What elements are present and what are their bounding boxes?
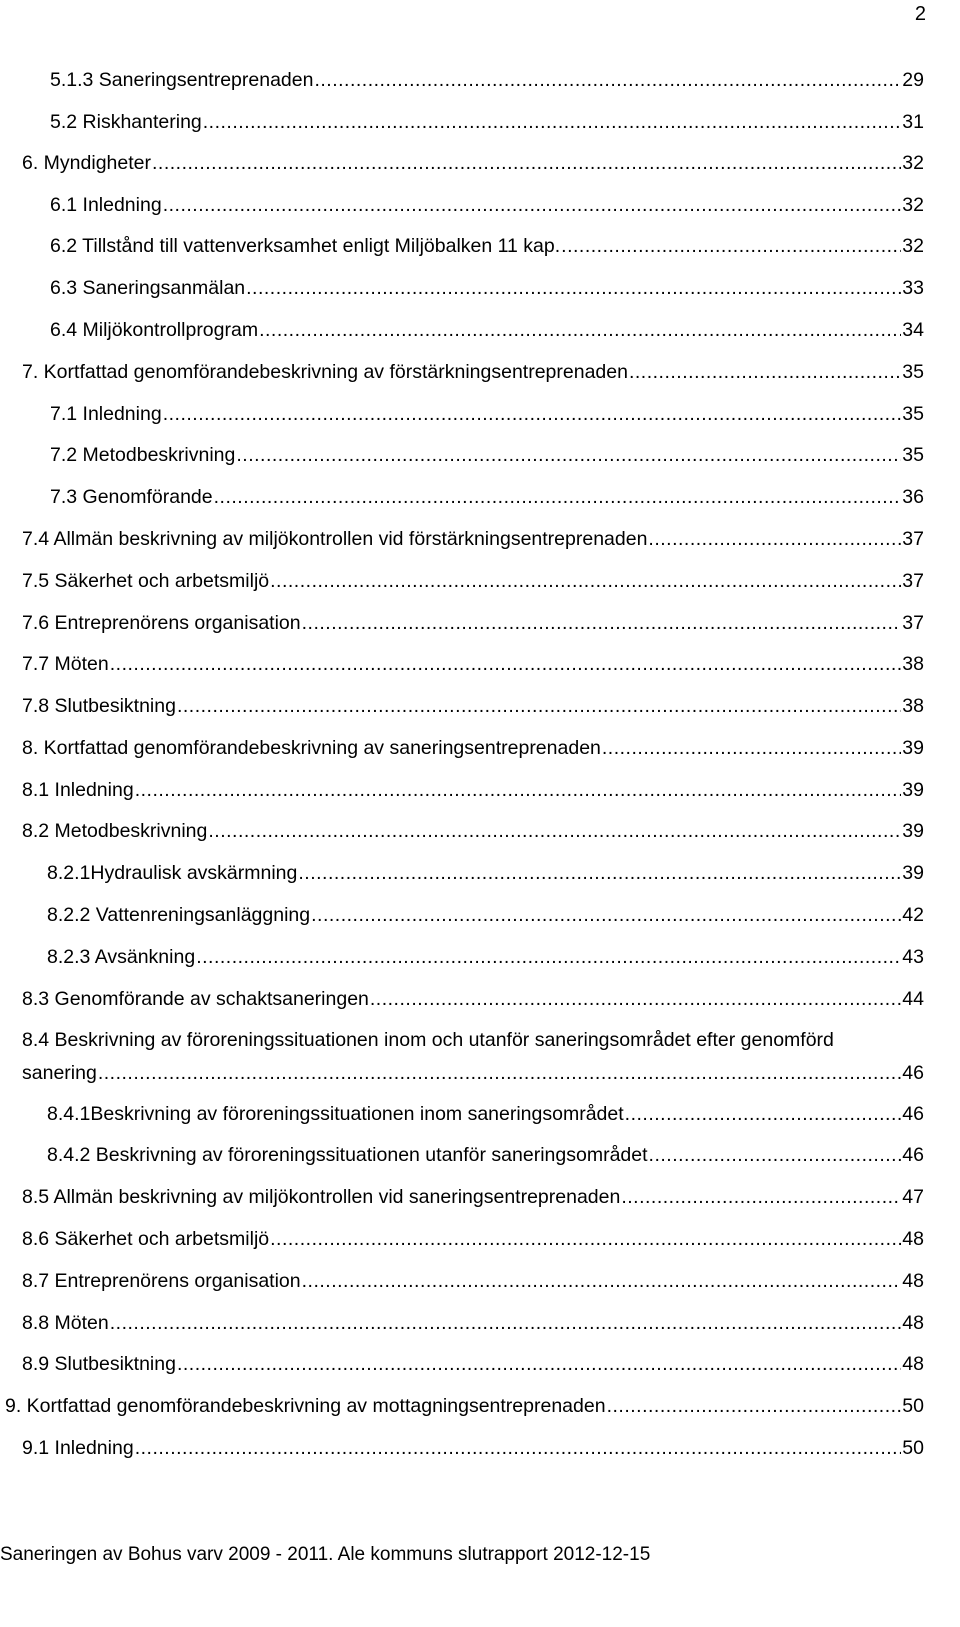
toc-entry-page: 31 — [902, 111, 924, 133]
toc-entry-title: 8.4.1Beskrivning av föroreningssituationen inom saneringsområdet — [47, 1103, 624, 1125]
toc-entry-title: 8.1 Inledning — [22, 779, 134, 801]
toc-entry[interactable] — [47, 1143, 924, 1167]
toc-entry-leader — [607, 1394, 902, 1418]
toc-entry-page: 42 — [902, 904, 924, 926]
toc-entry-leader — [259, 318, 901, 342]
toc-entry-page: 34 — [902, 319, 924, 341]
toc-entry-page: 48 — [902, 1228, 924, 1250]
toc-entry-title: 8.9 Slutbesiktning — [22, 1353, 176, 1375]
toc-entry-title: 8.4.2 Beskrivning av föroreningssituationen utanför saneringsområdet — [47, 1144, 648, 1166]
toc-entry-page: 29 — [902, 69, 924, 91]
toc-entry-page: 39 — [902, 862, 924, 884]
toc-entry-leader — [302, 1269, 902, 1293]
toc-entry[interactable] — [47, 861, 924, 885]
toc-entry[interactable] — [22, 778, 924, 802]
toc-entry-leader — [177, 694, 901, 718]
toc-entry-leader — [629, 360, 901, 384]
toc-entry-page: 37 — [902, 528, 924, 550]
toc-entry-title: 9. Kortfattad genomförandebeskrivning av mottagningsentreprenaden — [5, 1395, 606, 1417]
page-footer: Saneringen av Bohus varv 2009 - 2011. Ale kommuns slutrapport 2012-12-15 — [0, 1544, 651, 1565]
toc-entry-title: 7. Kortfattad genomförandebeskrivning av förstärkningsentreprenaden — [22, 361, 628, 383]
toc-entry-title: 5.2 Riskhantering — [50, 111, 202, 133]
toc-entry-title: 8.2 Metodbeskrivning — [22, 820, 208, 842]
toc-entry-leader — [236, 443, 901, 467]
toc-entry-page: 48 — [902, 1312, 924, 1334]
toc-entry-title-continued: sanering — [22, 1062, 97, 1084]
toc-entry-page: 39 — [902, 779, 924, 801]
toc-entry-page: 50 — [902, 1437, 924, 1459]
toc-entry[interactable] — [22, 1352, 924, 1376]
toc-entry-leader — [246, 276, 901, 300]
toc-entry[interactable] — [47, 903, 924, 927]
toc-entry-page: 50 — [902, 1395, 924, 1417]
toc-entry-title: 5.1.3 Saneringsentreprenaden — [50, 69, 314, 91]
toc-entry[interactable] — [22, 652, 924, 676]
toc-entry-title: 8.2.2 Vattenreningsanläggning — [47, 904, 311, 926]
toc-entry-leader — [110, 1311, 902, 1335]
toc-entry-page: 38 — [902, 695, 924, 717]
toc-entry[interactable] — [22, 987, 924, 1011]
toc-entry-leader — [314, 68, 901, 92]
toc-entry-page: 32 — [902, 194, 924, 216]
toc-entry-leader — [648, 527, 901, 551]
toc-entry[interactable] — [47, 945, 924, 969]
toc-entry[interactable] — [22, 736, 924, 760]
toc-entry-page: 32 — [902, 152, 924, 174]
toc-entry-page: 47 — [902, 1186, 924, 1208]
toc-entry-title: 8.3 Genomförande av schaktsaneringen — [22, 988, 369, 1010]
toc-entry-leader — [152, 151, 901, 175]
toc-entry[interactable] — [50, 276, 924, 300]
toc-entry-page: 32 — [902, 235, 924, 257]
toc-entry-title: 7.3 Genomförande — [50, 486, 213, 508]
toc-entry-leader — [370, 987, 901, 1011]
toc-entry[interactable] — [22, 151, 924, 175]
toc-entry-page: 48 — [902, 1270, 924, 1292]
toc-entry[interactable] — [22, 1185, 924, 1209]
toc-entry-page: 39 — [902, 820, 924, 842]
toc-entry[interactable] — [22, 819, 924, 843]
toc-entry-title: 8.5 Allmän beskrivning av miljökontrollen vid saneringsentreprenaden — [22, 1186, 621, 1208]
toc-entry-leader — [602, 736, 901, 760]
toc-entry-title: 7.7 Möten — [22, 653, 109, 675]
toc-entry-page: 43 — [902, 946, 924, 968]
toc-entry-leader — [621, 1185, 901, 1209]
toc-entry-title: 6.2 Tillstånd till vattenverksamhet enligt Miljöbalken 11 kap. — [50, 235, 561, 257]
toc-entry-leader — [135, 1436, 902, 1460]
toc-entry-title: 6. Myndigheter — [22, 152, 151, 174]
toc-entry-leader — [270, 569, 901, 593]
toc-entry-page: 35 — [902, 361, 924, 383]
toc-entry-title: 6.1 Inledning — [50, 194, 162, 216]
toc-entry-page: 39 — [902, 737, 924, 759]
toc-entry-leader — [196, 945, 901, 969]
toc-entry[interactable] — [50, 443, 924, 467]
toc-entry-title: 7.2 Metodbeskrivning — [50, 444, 236, 466]
toc-entry[interactable] — [22, 1227, 924, 1251]
page-number: 2 — [914, 3, 926, 25]
toc-entry[interactable] — [50, 68, 924, 92]
toc-entry-page: 35 — [902, 444, 924, 466]
toc-entry-title: 8.4 Beskrivning av föroreningssituationen inom och utanför saneringsområdet efter genomförd — [22, 1029, 834, 1051]
toc-entry[interactable] — [50, 318, 924, 342]
toc-entry[interactable] — [22, 694, 924, 718]
toc-entry-leader — [208, 819, 901, 843]
toc-entry-page: 37 — [902, 612, 924, 634]
toc-entry[interactable] — [22, 1311, 924, 1335]
toc-entry-title: 8.6 Säkerhet och arbetsmiljö — [22, 1228, 270, 1250]
toc-entry-page: 35 — [902, 403, 924, 425]
toc-entry[interactable] — [22, 1028, 924, 1085]
toc-entry-title: 7.5 Säkerhet och arbetsmiljö — [22, 570, 270, 592]
toc-entry-title: 8. Kortfattad genomförandebeskrivning av saneringsentreprenaden — [22, 737, 601, 759]
toc-entry[interactable] — [22, 360, 924, 384]
toc-entry-leader — [98, 1061, 901, 1085]
toc-entry-leader — [135, 778, 902, 802]
toc-entry-leader — [298, 861, 901, 885]
toc-entry[interactable] — [22, 1436, 924, 1460]
toc-entry[interactable] — [22, 611, 924, 635]
toc-entry[interactable] — [22, 527, 924, 551]
toc-entry[interactable] — [50, 193, 924, 217]
toc-entry[interactable] — [47, 1102, 924, 1126]
toc-entry-page: 38 — [902, 653, 924, 675]
toc-entry[interactable] — [22, 1269, 924, 1293]
toc-entry-title: 7.4 Allmän beskrivning av miljökontrollen vid förstärkningsentreprenaden — [22, 528, 648, 550]
toc-entry-leader — [177, 1352, 901, 1376]
toc-entry-title: 8.2.3 Avsänkning — [47, 946, 196, 968]
toc-entry-leader — [649, 1143, 902, 1167]
toc-entry-title: 7.1 Inledning — [50, 403, 162, 425]
toc-entry-leader — [625, 1102, 902, 1126]
toc-entry-page: 33 — [902, 277, 924, 299]
toc-entry-leader — [110, 652, 902, 676]
toc-entry[interactable] — [50, 234, 924, 258]
toc-entry[interactable] — [22, 569, 924, 593]
toc-entry-page: 37 — [902, 570, 924, 592]
toc-entry[interactable] — [50, 485, 924, 509]
toc-entry-leader — [311, 903, 901, 927]
toc-entry-leader — [163, 402, 902, 426]
toc-entry[interactable] — [50, 110, 924, 134]
toc-entry-page: 36 — [902, 486, 924, 508]
toc-entry-title: 9.1 Inledning — [22, 1437, 134, 1459]
toc-entry-page: 44 — [902, 988, 924, 1010]
toc-entry-title: 8.7 Entreprenörens organisation — [22, 1270, 301, 1292]
toc-entry-title: 7.6 Entreprenörens organisation — [22, 612, 301, 634]
toc-entry[interactable] — [5, 1394, 924, 1418]
toc-entry-leader — [561, 234, 901, 258]
toc-entry[interactable] — [50, 402, 924, 426]
toc-entry-page: 46 — [902, 1103, 924, 1125]
toc-entry-title: 8.8 Möten — [22, 1312, 109, 1334]
toc-entry-leader — [270, 1227, 901, 1251]
toc-entry-leader — [163, 193, 902, 217]
toc-entry-title: 7.8 Slutbesiktning — [22, 695, 176, 717]
toc-entry-leader — [203, 110, 902, 134]
toc-entry-page: 46 — [902, 1062, 924, 1084]
toc-entry-leader — [302, 611, 902, 635]
toc-entry-title: 8.2.1Hydraulisk avskärmning — [47, 862, 298, 884]
toc-entry-title: 6.4 Miljökontrollprogram — [50, 319, 259, 341]
toc-entry-page: 46 — [902, 1144, 924, 1166]
toc-entry-page: 48 — [902, 1353, 924, 1375]
toc-entry-title: 6.3 Saneringsanmälan — [50, 277, 246, 299]
toc-entry-leader — [214, 485, 902, 509]
